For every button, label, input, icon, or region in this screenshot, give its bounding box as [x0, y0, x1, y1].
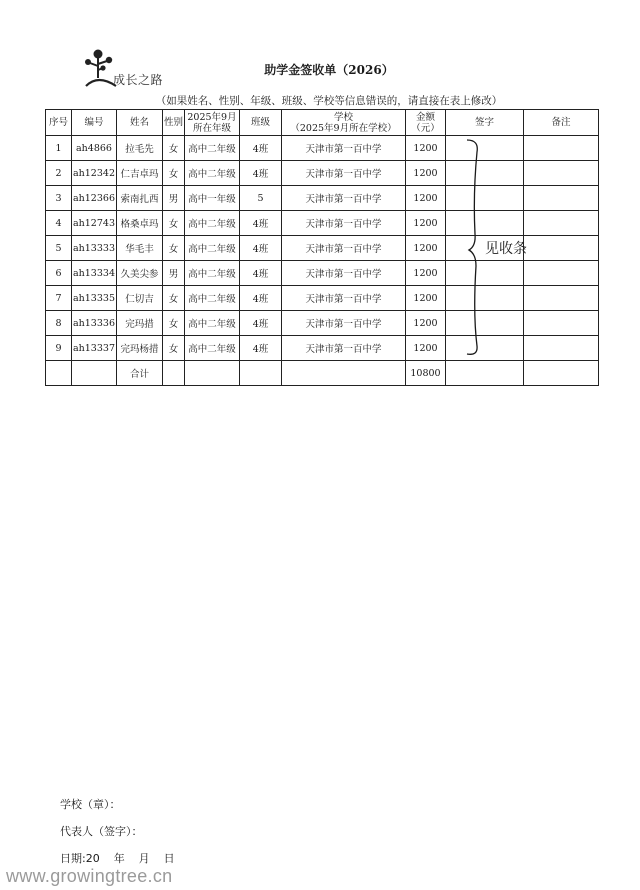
header-note: 备注 — [524, 110, 599, 136]
cell-note — [524, 286, 599, 311]
total-label: 合计 — [117, 361, 163, 386]
cell-school: 天津市第一百中学 — [282, 161, 406, 186]
cell-school: 天津市第一百中学 — [282, 261, 406, 286]
cell-grade: 高中二年级 — [185, 311, 240, 336]
table-row — [46, 236, 599, 261]
cell-note — [524, 261, 599, 286]
table-row — [46, 186, 599, 211]
cell-id: ah13337 — [72, 336, 117, 361]
cell-note — [524, 311, 599, 336]
header-amount-line-1: 金额 — [415, 111, 435, 123]
cell-note — [524, 211, 599, 236]
signature-note: 见收条 — [485, 241, 527, 257]
cell-grade: 高中二年级 — [185, 136, 240, 161]
cell-sign — [446, 336, 524, 361]
receipt-table — [45, 109, 599, 386]
cell-school: 天津市第一百中学 — [282, 211, 406, 236]
cell-sign — [446, 161, 524, 186]
table-row — [46, 336, 599, 361]
cell-no: 6 — [46, 261, 72, 286]
cell-no: 2 — [46, 161, 72, 186]
cell-sign — [446, 236, 524, 261]
cell-class: 4班 — [240, 211, 282, 236]
cell-gender: 女 — [163, 211, 185, 236]
cell-class: 4班 — [240, 261, 282, 286]
cell-no: 5 — [46, 236, 72, 261]
cell-id: ah13333 — [72, 236, 117, 261]
cell-sign — [446, 261, 524, 286]
total-amount: 10800 — [406, 361, 446, 386]
total-cell-empty — [46, 361, 72, 386]
cell-gender: 女 — [163, 311, 185, 336]
cell-amount: 1200 — [406, 136, 446, 161]
total-cell-empty — [524, 361, 599, 386]
cell-school: 天津市第一百中学 — [282, 286, 406, 311]
cell-class: 4班 — [240, 286, 282, 311]
header-gender: 性别 — [163, 110, 185, 136]
cell-class: 4班 — [240, 336, 282, 361]
total-cell-empty — [72, 361, 117, 386]
cell-amount: 1200 — [406, 261, 446, 286]
school-stamp-label: 学校（章）： — [60, 798, 121, 811]
cell-amount: 1200 — [406, 286, 446, 311]
cell-id: ah12743 — [72, 211, 117, 236]
cell-no: 1 — [46, 136, 72, 161]
header-school — [282, 110, 406, 136]
cell-name: 完玛杨措 — [117, 336, 163, 361]
cell-name: 拉毛先 — [117, 136, 163, 161]
cell-school: 天津市第一百中学 — [282, 336, 406, 361]
cell-name: 索南扎西 — [117, 186, 163, 211]
header-amount-line-2: （元） — [411, 122, 440, 134]
cell-gender: 女 — [163, 161, 185, 186]
total-cell-empty — [446, 361, 524, 386]
cell-grade: 高中二年级 — [185, 261, 240, 286]
table-row — [46, 211, 599, 236]
cell-amount: 1200 — [406, 186, 446, 211]
cell-id: ah12342 — [72, 161, 117, 186]
table-row — [46, 311, 599, 336]
cell-school: 天津市第一百中学 — [282, 186, 406, 211]
page-title: 助学金签收单（2026） — [264, 63, 394, 77]
header-id: 编号 — [72, 110, 117, 136]
cell-grade: 高中二年级 — [185, 286, 240, 311]
cell-class: 4班 — [240, 311, 282, 336]
table-row — [46, 136, 599, 161]
cell-id: ah12366 — [72, 186, 117, 211]
header-grade — [185, 110, 240, 136]
cell-class: 4班 — [240, 161, 282, 186]
cell-no: 3 — [46, 186, 72, 211]
header-grade-line-2: 所在年级 — [192, 122, 231, 134]
cell-gender: 女 — [163, 286, 185, 311]
cell-school: 天津市第一百中学 — [282, 311, 406, 336]
cell-sign — [446, 311, 524, 336]
cell-grade: 高中二年级 — [185, 211, 240, 236]
header-school-line-1: 学校 — [333, 111, 353, 123]
table-header-row — [46, 110, 599, 136]
cell-name: 仁切吉 — [117, 286, 163, 311]
cell-note — [524, 236, 599, 261]
cell-school: 天津市第一百中学 — [282, 136, 406, 161]
cell-sign — [446, 286, 524, 311]
cell-id: ah4866 — [72, 136, 117, 161]
cell-grade: 高中二年级 — [185, 236, 240, 261]
header-class: 班级 — [240, 110, 282, 136]
cell-class: 5 — [240, 186, 282, 211]
total-cell-empty — [185, 361, 240, 386]
total-cell-empty — [163, 361, 185, 386]
cell-name: 仁吉卓玛 — [117, 161, 163, 186]
cell-name: 格桑卓玛 — [117, 211, 163, 236]
cell-gender: 男 — [163, 261, 185, 286]
cell-amount: 1200 — [406, 236, 446, 261]
header-name: 姓名 — [117, 110, 163, 136]
cell-amount: 1200 — [406, 211, 446, 236]
total-cell-empty — [240, 361, 282, 386]
cell-class: 4班 — [240, 236, 282, 261]
cell-grade: 高中一年级 — [185, 186, 240, 211]
date-label: 日期:20 年 月 日 — [60, 852, 175, 865]
watermark: www.growingtree.cn — [6, 866, 173, 886]
total-cell-empty — [282, 361, 406, 386]
table-row — [46, 261, 599, 286]
cell-note — [524, 136, 599, 161]
header-no: 序号 — [46, 110, 72, 136]
cell-name: 华毛丰 — [117, 236, 163, 261]
logo-text: 成长之路 — [113, 73, 164, 87]
cell-name: 久美尖参 — [117, 261, 163, 286]
cell-grade: 高中二年级 — [185, 336, 240, 361]
header-grade-line-1: 2025年9月 — [187, 111, 237, 123]
cell-gender: 女 — [163, 236, 185, 261]
cell-name: 完玛措 — [117, 311, 163, 336]
cell-note — [524, 186, 599, 211]
cell-grade: 高中二年级 — [185, 161, 240, 186]
cell-note — [524, 161, 599, 186]
cell-gender: 女 — [163, 336, 185, 361]
cell-sign — [446, 211, 524, 236]
cell-gender: 男 — [163, 186, 185, 211]
cell-school: 天津市第一百中学 — [282, 236, 406, 261]
cell-id: ah13335 — [72, 286, 117, 311]
table-row — [46, 286, 599, 311]
cell-sign — [446, 186, 524, 211]
cell-amount: 1200 — [406, 311, 446, 336]
cell-id: ah13336 — [72, 311, 117, 336]
total-row — [46, 361, 599, 386]
cell-no: 4 — [46, 211, 72, 236]
cell-id: ah13334 — [72, 261, 117, 286]
cell-sign — [446, 136, 524, 161]
table-row — [46, 161, 599, 186]
header-school-line-2: （2025年9月所在学校） — [290, 122, 397, 134]
cell-no: 8 — [46, 311, 72, 336]
cell-amount: 1200 — [406, 161, 446, 186]
header-amount — [406, 110, 446, 136]
cell-no: 7 — [46, 286, 72, 311]
cell-gender: 女 — [163, 136, 185, 161]
cell-amount: 1200 — [406, 336, 446, 361]
cell-note — [524, 336, 599, 361]
cell-no: 9 — [46, 336, 72, 361]
page-subtitle: （如果姓名、性别、年级、班级、学校等信息错误的，请直接在表上修改） — [155, 95, 503, 107]
cell-class: 4班 — [240, 136, 282, 161]
representative-label: 代表人（签字）： — [60, 825, 143, 838]
header-signature: 签字 — [446, 110, 524, 136]
